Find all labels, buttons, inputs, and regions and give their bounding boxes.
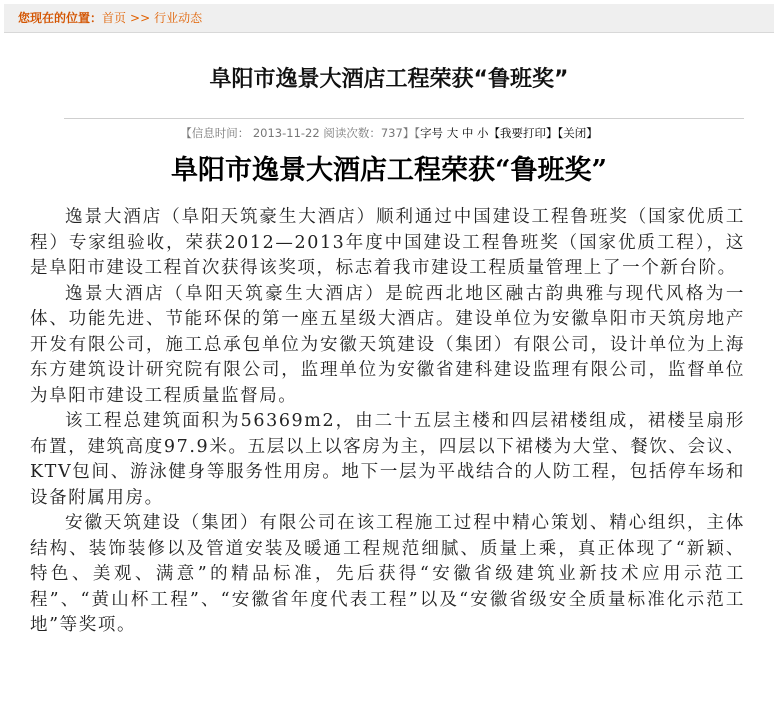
- breadcrumb-home-link[interactable]: 首页: [102, 11, 127, 25]
- meta-bracket: 【: [180, 126, 192, 140]
- page-title: 阜阳市逸景大酒店工程荣获“鲁班奖”: [209, 67, 569, 92]
- info-time-value: 2013-11-22: [252, 126, 320, 140]
- font-size-small-link[interactable]: 小: [477, 126, 489, 140]
- font-size-medium-link[interactable]: 中: [461, 126, 474, 140]
- breadcrumb-label: 您现在的位置：: [18, 11, 103, 25]
- close-link[interactable]: 【关闭】: [557, 126, 598, 140]
- article-meta: [0, 125, 778, 141]
- breadcrumb: [4, 4, 774, 33]
- article-paragraph: 该工程总建筑面积为56369m2，由二十五层主楼和四层裙楼组成，裙楼呈扇形布置，建筑高度97.9米。五层以上以客房为主，四层以下裙楼为大堂、餐饮、会议、KTV包间、游泳健身等服务性用房。地下一层为平战结合的人防工程，包括停车场和设备附属用房。: [30, 411, 745, 508]
- title-divider: [64, 118, 744, 119]
- article-paragraph: 逸景大酒店（阜阳天筑豪生大酒店）是皖西北地区融古韵典雅与现代风格为一体、功能先进、节能环保的第一座五星级大酒店。建设单位为安徽阜阳市天筑房地产开发有限公司，施工总承包单位为安徽天筑建设（集团）有限公司，设计单位为上海东方建筑设计研究院有限公司，监理单位为安徽省建科建设监理有限公司，监督单位为阜阳市建设工程质量监督局。: [30, 283, 745, 406]
- reads-label: 阅读次数：: [323, 126, 381, 140]
- print-link[interactable]: 【我要打印】: [488, 126, 558, 140]
- breadcrumb-current-link[interactable]: 行业动态: [154, 11, 203, 25]
- article-paragraph: 逸景大酒店（阜阳天筑豪生大酒店）顺利通过中国建设工程鲁班奖（国家优质工程）专家组验收，荣获2012—2013年度中国建设工程鲁班奖（国家优质工程），这是阜阳市建设工程首次获得该奖项，标志着我市建设工程质量管理上了一个新台阶。: [30, 207, 745, 278]
- font-size-label: 字号: [420, 126, 444, 140]
- meta-bracket: 】【: [402, 126, 421, 140]
- info-time-label: 信息时间：: [191, 126, 250, 140]
- article-paragraph: 安徽天筑建设（集团）有限公司在该工程施工过程中精心策划、精心组织，主体结构、装饰装修以及管道安装及暖通工程规范细腻、质量上乘，真正体现了“新颖、特色、美观、满意”的精品标准，先后获得“安徽省级建筑业新技术应用示范工程”、“黄山杯工程”、“安徽省年度代表工程”以及“安徽省级安全质量标准化示范工地”等奖项。: [30, 513, 745, 635]
- reads-value: 737: [380, 126, 403, 140]
- article-body: [30, 205, 745, 639]
- article-title: 阜阳市逸景大酒店工程荣获“鲁班奖”: [170, 155, 608, 186]
- breadcrumb-separator: >>: [130, 11, 151, 25]
- font-size-large-link[interactable]: 大: [446, 126, 459, 140]
